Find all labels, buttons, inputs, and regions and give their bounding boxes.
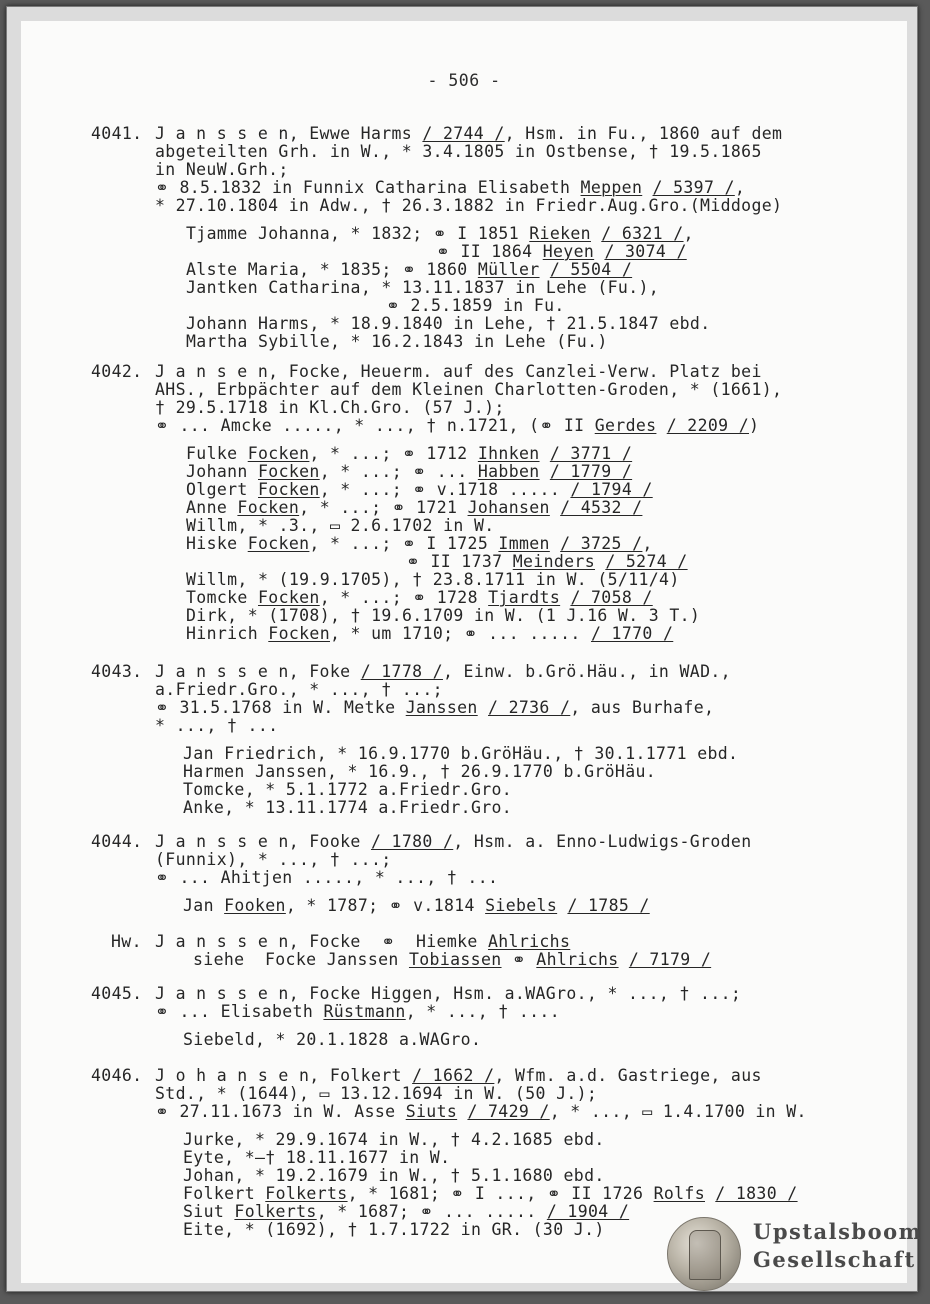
underlined-reference: Rolfs — [653, 1184, 705, 1203]
underlined-reference: / 2736 / — [488, 698, 571, 717]
underlined-reference: Ahlrichs — [536, 950, 619, 969]
underlined-reference: Rieken — [529, 224, 591, 243]
underlined-reference: / 1778 / — [360, 662, 443, 681]
entry-text-line: Olgert Focken, * ...; ⚭ v.1718 ..... / 1794 / — [186, 480, 653, 499]
underlined-reference: Focken — [247, 444, 310, 463]
document-frame — [6, 6, 923, 1292]
underlined-reference: / 2209 / — [666, 416, 749, 435]
entry-text-line: ⚭ 8.5.1832 in Funnix Catharina Elisabeth Meppen / 5397 /, — [155, 178, 746, 197]
entry-text-line: in NeuW.Grh.; — [155, 160, 289, 179]
entry-text-line: Tomcke Focken, * ...; ⚭ 1728 Tjardts / 7058 / — [186, 588, 653, 607]
underlined-reference: Tjardts — [488, 588, 561, 607]
underlined-reference: Focken — [258, 588, 320, 607]
underlined-reference: Tobiassen — [408, 950, 502, 969]
entry-heading-line: J a n s s e n, Focke ⚭ Hiemke Ahlrichs — [155, 932, 571, 951]
entry-text-line: Johann Focken, * ...; ⚭ ... Habben / 1779 / — [186, 462, 633, 481]
underlined-reference: / 1770 / — [590, 624, 674, 643]
entry-text-line: ⚭ ... Ahitjen ....., * ..., † ... — [155, 868, 499, 887]
upstalsboom-logo — [667, 1213, 923, 1291]
underlined-reference: / 5274 / — [605, 552, 688, 571]
entry-text-line: Siebeld, * 20.1.1828 a.WAGro. — [183, 1030, 482, 1049]
underlined-reference: Focken — [258, 462, 320, 481]
underlined-reference: / 1780 / — [370, 832, 454, 851]
underlined-reference: / 7179 / — [628, 950, 712, 969]
entry-text-line: Tjamme Johanna, * 1832; ⚭ I 1851 Rieken / 6321 /, — [186, 224, 694, 243]
entry-number: Hw. — [111, 932, 142, 951]
entry-heading-line: J a n s s e n, Fooke / 1780 /, Hsm. a. Enno-Ludwigs-Groden — [155, 832, 752, 851]
underlined-reference: Focken — [247, 534, 310, 553]
entry-number: 4044. — [91, 832, 143, 851]
underlined-reference: Habben — [477, 462, 540, 481]
entry-text-line: ⚭ 31.5.1768 in W. Metke Janssen / 2736 /, aus Burhafe, — [155, 698, 715, 717]
underlined-reference: / 1785 / — [567, 896, 650, 915]
entry-number: 4045. — [91, 984, 143, 1003]
seal-icon — [667, 1217, 741, 1291]
logo-text-line2: Gesellschaft — [753, 1247, 916, 1272]
entry-heading-line: J a n s s e n, Foke / 1778 /, Einw. b.Grö.Häu., in WAD., — [155, 662, 731, 681]
underlined-reference: Siebels — [485, 896, 558, 915]
entry-text-line: Dirk, * (1708), † 19.6.1709 in W. (1 J.16 W. 3 T.) — [186, 606, 701, 625]
underlined-reference: / 1794 / — [570, 480, 653, 499]
entry-text-line: Eite, * (1692), † 1.7.1722 in GR. (30 J.) — [183, 1220, 605, 1239]
underlined-reference: Janssen — [405, 698, 478, 717]
entry-text-line: Harmen Janssen, * 16.9., † 26.9.1770 b.GröHäu. — [183, 762, 657, 781]
underlined-reference: Siuts — [405, 1102, 458, 1121]
underlined-reference: Fooken — [224, 896, 286, 915]
underlined-reference: / 5397 / — [652, 178, 735, 197]
underlined-reference: Gerdes — [594, 416, 657, 435]
entry-number: 4042. — [91, 362, 143, 381]
underlined-reference: / 3074 / — [604, 242, 687, 261]
underlined-reference: Rüstmann — [323, 1002, 406, 1021]
underlined-reference: / 2744 / — [422, 124, 505, 143]
entry-number: 4041. — [91, 124, 143, 143]
entry-text-line: ⚭ ... Amcke ....., * ..., † n.1721, (⚭ II Gerdes / 2209 /) — [155, 416, 760, 435]
entry-text-line: a.Friedr.Gro., * ..., † ...; — [155, 680, 443, 699]
entry-text-line: Hiske Focken, * ...; ⚭ I 1725 Immen / 3725 /, — [186, 534, 653, 553]
underlined-reference: / 7429 / — [467, 1102, 550, 1121]
entry-text-line: Hinrich Focken, * um 1710; ⚭ ... ..... / 1770 / — [186, 624, 674, 643]
underlined-reference: / 3771 / — [549, 444, 633, 463]
underlined-reference: Müller — [477, 260, 540, 279]
entry-text-line: Jurke, * 29.9.1674 in W., † 4.2.1685 ebd. — [183, 1130, 605, 1149]
entry-text-line: abgeteilten Grh. in W., * 3.4.1805 in Ostbense, † 19.5.1865 — [155, 142, 762, 161]
page-number: - 506 - — [427, 71, 501, 90]
logo-text-line1: Upstalsboom — [753, 1219, 923, 1244]
entry-number: 4046. — [91, 1066, 143, 1085]
underlined-reference: / 3725 / — [560, 534, 643, 553]
entry-text-line: Tomcke, * 5.1.1772 a.Friedr.Gro. — [183, 780, 513, 799]
underlined-reference: / 4532 / — [560, 498, 643, 517]
entry-text-line: Johann Harms, * 18.9.1840 in Lehe, † 21.5.1847 ebd. — [186, 314, 711, 333]
underlined-reference: Focken — [237, 498, 300, 517]
underlined-reference: Focken — [268, 624, 330, 643]
entry-heading-line: J o h a n s e n, Folkert / 1662 /, Wfm. a.d. Gastriege, aus — [155, 1066, 762, 1085]
entry-text-line: Eyte, *–† 18.11.1677 in W. — [183, 1148, 451, 1167]
entry-text-line: Jantken Catharina, * 13.11.1837 in Lehe (Fu.), — [186, 278, 660, 297]
entry-text-line: Jan Fooken, * 1787; ⚭ v.1814 Siebels / 1785 / — [183, 896, 650, 915]
entry-text-line: ⚭ 27.11.1673 in W. Asse Siuts / 7429 /, * ..., ▭ 1.4.1700 in W. — [155, 1102, 807, 1121]
entry-heading-line: J a n s s e n, Focke Higgen, Hsm. a.WAGro., * ..., † ...; — [155, 984, 742, 1003]
entry-text-line: AHS., Erbpächter auf dem Kleinen Charlotten-Groden, * (1661), — [155, 380, 783, 399]
entry-text-line: Siut Folkerts, * 1687; ⚭ ... ..... / 1904 / — [183, 1202, 630, 1221]
entry-text-line: Anne Focken, * ...; ⚭ 1721 Johansen / 4532 / — [186, 498, 643, 517]
entry-text-line: ⚭ 2.5.1859 in Fu. — [386, 296, 565, 315]
underlined-reference: Meppen — [580, 178, 643, 197]
underlined-reference: Ahlrichs — [487, 932, 571, 951]
underlined-reference: Meinders — [512, 552, 596, 571]
underlined-reference: / 5504 / — [549, 260, 633, 279]
underlined-reference: / 1904 / — [546, 1202, 630, 1221]
entry-heading-line: J a n s e n, Focke, Heuerm. auf des Canzlei-Verw. Platz bei — [155, 362, 762, 381]
underlined-reference: Heyen — [542, 242, 595, 261]
entry-text-line: Martha Sybille, * 16.2.1843 in Lehe (Fu.) — [186, 332, 608, 351]
underlined-reference: Folkerts — [265, 1184, 348, 1203]
entry-text-line: Std., * (1644), ▭ 13.12.1694 in W. (50 J.); — [155, 1084, 598, 1103]
underlined-reference: Focken — [258, 480, 320, 499]
entry-number: 4043. — [91, 662, 143, 681]
underlined-reference: / 1779 / — [549, 462, 633, 481]
entry-text-line: Alste Maria, * 1835; ⚭ 1860 Müller / 5504 / — [186, 260, 633, 279]
entry-heading-line: J a n s s e n, Ewwe Harms / 2744 /, Hsm. in Fu., 1860 auf dem — [155, 124, 783, 143]
underlined-reference: Johansen — [467, 498, 550, 517]
entry-text-line: ⚭ ... Elisabeth Rüstmann, * ..., † .... — [155, 1002, 560, 1021]
underlined-reference: / 1830 / — [715, 1184, 798, 1203]
entry-text-line: Jan Friedrich, * 16.9.1770 b.GröHäu., † 30.1.1771 ebd. — [183, 744, 739, 763]
entry-text-line: Willm, * .3., ▭ 2.6.1702 in W. — [186, 516, 495, 535]
entry-text-line: † 29.5.1718 in Kl.Ch.Gro. (57 J.); — [155, 398, 505, 417]
entry-text-line: Fulke Focken, * ...; ⚭ 1712 Ihnken / 3771 / — [186, 444, 633, 463]
entry-text-line: siehe Focke Janssen Tobiassen ⚭ Ahlrichs / 7179 / — [193, 950, 712, 969]
underlined-reference: Immen — [498, 534, 550, 553]
entry-text-line: ⚭ II 1864 Heyen / 3074 / — [436, 242, 687, 261]
entry-text-line: (Funnix), * ..., † ...; — [155, 850, 392, 869]
underlined-reference: Ihnken — [477, 444, 540, 463]
underlined-reference: / 1662 / — [412, 1066, 495, 1085]
underlined-reference: / 6321 / — [601, 224, 684, 243]
entry-text-line: * ..., † ... — [155, 716, 279, 735]
entry-text-line: * 27.10.1804 in Adw., † 26.3.1882 in Friedr.Aug.Gro.(Middoge) — [155, 196, 783, 215]
entry-text-line: Johan, * 19.2.1679 in W., † 5.1.1680 ebd. — [183, 1166, 605, 1185]
entry-text-line: ⚭ II 1737 Meinders / 5274 / — [406, 552, 688, 571]
entry-text-line: Willm, * (19.9.1705), † 23.8.1711 in W. (5/11/4) — [186, 570, 680, 589]
underlined-reference: Folkerts — [234, 1202, 317, 1221]
entry-text-line: Folkert Folkerts, * 1681; ⚭ I ..., ⚭ II 1726 Rolfs / 1830 / — [183, 1184, 798, 1203]
entry-text-line: Anke, * 13.11.1774 a.Friedr.Gro. — [183, 798, 513, 817]
document-page — [21, 21, 923, 1283]
underlined-reference: / 7058 / — [570, 588, 653, 607]
